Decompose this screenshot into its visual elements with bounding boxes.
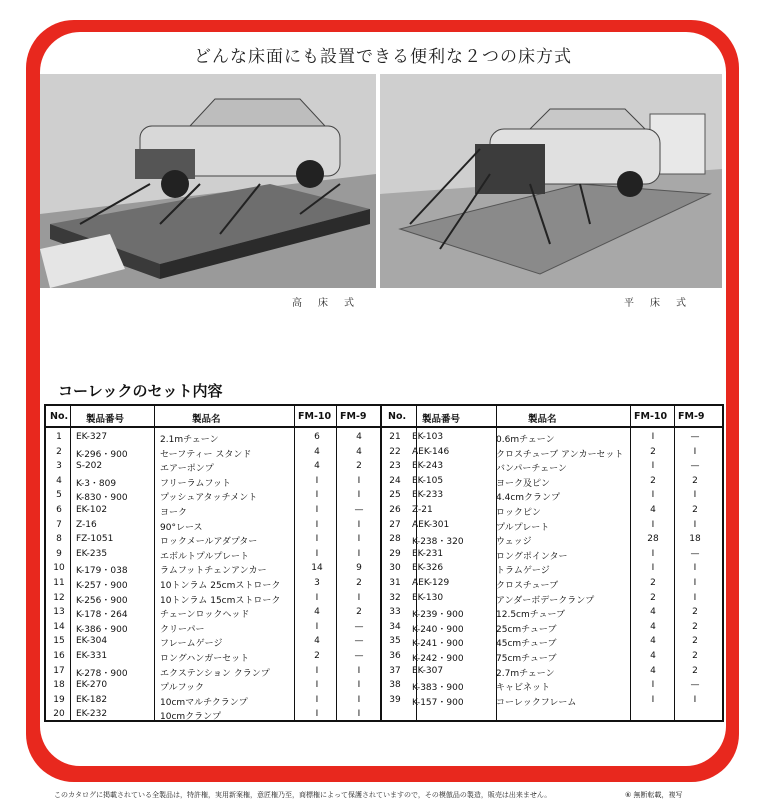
row-part-number: EK-232 xyxy=(76,709,108,720)
row-fm10-qty: 2 xyxy=(650,446,656,457)
row-product-name: ロングポインター xyxy=(496,551,568,562)
row-fm9-qty: 2 xyxy=(692,621,698,632)
row-fm9-qty: 4 xyxy=(356,446,362,457)
table-row xyxy=(382,622,716,636)
row-fm9-qty: I xyxy=(357,519,361,530)
row-no: 20 xyxy=(53,709,65,720)
row-fm9-qty: I xyxy=(357,709,361,720)
row-product-name: 12.5cmチューブ xyxy=(496,610,566,621)
table-row xyxy=(382,461,716,475)
row-fm9-qty: — xyxy=(690,432,700,442)
row-fm10-qty: 4 xyxy=(314,607,320,618)
table-row xyxy=(46,534,380,548)
table-row xyxy=(46,563,380,577)
header-part: 製品番号 xyxy=(86,414,125,425)
row-part-number: K-257・900 xyxy=(76,581,128,591)
row-part-number: Z-16 xyxy=(76,519,97,530)
row-fm9-qty: 2 xyxy=(692,651,698,661)
row-product-name: フレームゲージ xyxy=(160,639,223,650)
row-product-name: プルプレート xyxy=(496,522,550,533)
row-no: 16 xyxy=(53,651,65,661)
row-no: 8 xyxy=(56,534,62,545)
row-fm10-qty: I xyxy=(651,563,655,574)
row-no: 19 xyxy=(53,694,65,705)
row-part-number: EK-182 xyxy=(76,694,108,705)
row-part-number: EK-103 xyxy=(412,432,444,442)
row-no: 22 xyxy=(389,446,401,457)
row-no: 11 xyxy=(53,578,65,588)
row-no: 12 xyxy=(53,592,65,603)
table-row xyxy=(382,476,716,490)
table-row xyxy=(46,490,380,504)
row-part-number: EK-304 xyxy=(76,636,108,647)
row-no: 10 xyxy=(53,563,65,574)
row-part-number: K-830・900 xyxy=(76,493,128,504)
table-row xyxy=(46,578,380,592)
row-part-number: K-157・900 xyxy=(412,697,464,708)
row-fm10-qty: I xyxy=(651,519,655,530)
row-part-number: K-256・900 xyxy=(76,595,128,606)
row-no: 15 xyxy=(53,636,65,647)
table-row xyxy=(46,447,380,461)
row-no: 6 xyxy=(56,505,62,515)
row-part-number: K-278・900 xyxy=(76,668,128,679)
row-no: 34 xyxy=(389,621,401,632)
row-part-number: EK-105 xyxy=(412,475,444,486)
row-fm9-qty: — xyxy=(354,505,364,515)
footer-notice: このカタログに掲載されている全製品は，特許権，実用新案権，意匠権乃至，商標権によって保護されていますので，その模倣品の製造，販売は出来ません。 xyxy=(54,791,552,799)
row-fm10-qty: 2 xyxy=(650,475,656,486)
row-fm9-qty: I xyxy=(693,563,697,574)
row-no: 3 xyxy=(56,461,62,472)
row-fm9-qty: I xyxy=(693,490,697,501)
row-no: 2 xyxy=(56,446,62,457)
row-fm10-qty: I xyxy=(315,475,319,486)
row-fm10-qty: I xyxy=(651,432,655,442)
row-no: 36 xyxy=(389,651,401,661)
row-fm9-qty: I xyxy=(357,490,361,501)
row-fm10-qty: I xyxy=(651,490,655,501)
row-part-number: EK-235 xyxy=(76,548,108,559)
row-product-name: 2.7mチェーン xyxy=(496,668,555,679)
row-fm9-qty: 2 xyxy=(692,607,698,618)
row-fm10-qty: I xyxy=(651,694,655,705)
row-fm9-qty: 2 xyxy=(692,475,698,486)
row-no: 18 xyxy=(53,680,65,691)
table-header xyxy=(46,406,722,428)
row-fm9-qty: I xyxy=(357,475,361,486)
header-fm9-right: FM-9 xyxy=(678,411,705,422)
table-row xyxy=(46,505,380,519)
row-part-number: K-3・809 xyxy=(76,478,117,489)
row-part-number: EK-326 xyxy=(412,563,444,574)
row-product-name: 10cmマルチクランプ xyxy=(160,697,248,708)
table-row xyxy=(46,549,380,563)
row-fm10-qty: I xyxy=(315,490,319,501)
table-row xyxy=(46,476,380,490)
row-fm9-qty: — xyxy=(690,680,700,691)
row-product-name: キャビネット xyxy=(496,683,551,694)
row-product-name: ロックピン xyxy=(496,508,541,518)
row-no: 24 xyxy=(389,475,401,486)
row-no: 25 xyxy=(389,490,401,501)
row-part-number: EK-233 xyxy=(412,490,444,501)
row-fm10-qty: 4 xyxy=(650,651,656,661)
row-product-name: フリーラムフット xyxy=(160,478,231,489)
row-part-number: K-383・900 xyxy=(412,683,464,694)
row-fm9-qty: 18 xyxy=(689,534,701,545)
table-row xyxy=(382,680,716,694)
table-row xyxy=(46,461,380,475)
row-fm10-qty: 4 xyxy=(650,636,656,647)
header-fm9: FM-9 xyxy=(340,411,367,422)
table-row xyxy=(46,607,380,621)
row-product-name: チェーンロックヘッド xyxy=(160,610,250,621)
table-row xyxy=(46,666,380,680)
row-no: 14 xyxy=(53,621,65,632)
table-row xyxy=(382,549,716,563)
row-fm10-qty: 2 xyxy=(650,592,656,603)
row-part-number: EK-102 xyxy=(76,505,108,515)
row-product-name: 10トンラム 25cmストローク xyxy=(160,581,281,591)
row-part-number: K-296・900 xyxy=(76,449,128,460)
row-no: 38 xyxy=(389,680,401,691)
header-name: 製品名 xyxy=(192,414,221,425)
row-part-number: EK-130 xyxy=(412,592,444,603)
row-fm10-qty: 4 xyxy=(314,461,320,472)
parts-table xyxy=(44,404,724,722)
section-title: コーレックのセット内容 xyxy=(58,382,223,400)
row-no: 26 xyxy=(389,505,401,515)
row-product-name: トラムゲージ xyxy=(496,566,550,577)
row-product-name: 10トンラム 15cmストローク xyxy=(160,595,281,606)
table-row xyxy=(382,666,716,680)
row-product-name: プッシュアタッチメント xyxy=(160,493,258,504)
row-no: 37 xyxy=(389,665,401,676)
row-product-name: ヨーク及ピン xyxy=(496,478,551,489)
row-fm10-qty: 4 xyxy=(650,505,656,515)
row-fm9-qty: I xyxy=(693,592,697,603)
row-product-name: 90°レース xyxy=(160,522,203,533)
row-fm9-qty: I xyxy=(693,446,697,457)
row-fm9-qty: I xyxy=(693,519,697,530)
row-fm9-qty: 9 xyxy=(356,563,362,574)
row-fm10-qty: 4 xyxy=(314,636,320,647)
table-row xyxy=(382,490,716,504)
row-fm9-qty: 2 xyxy=(356,461,362,472)
row-fm10-qty: I xyxy=(315,709,319,720)
row-fm9-qty: 4 xyxy=(356,432,362,442)
row-no: 23 xyxy=(389,461,401,472)
row-product-name: セーフティー スタンド xyxy=(160,449,252,460)
row-part-number: EK-307 xyxy=(412,665,444,676)
table-row xyxy=(382,520,716,534)
table-row xyxy=(46,651,380,665)
row-part-number: S-202 xyxy=(76,461,103,472)
row-fm9-qty: I xyxy=(357,680,361,691)
table-row xyxy=(46,432,380,446)
row-part-number: Z-21 xyxy=(412,505,433,515)
row-no: 35 xyxy=(389,636,401,647)
row-no: 29 xyxy=(389,548,401,559)
table-row xyxy=(382,636,716,650)
row-product-name: アンダーボデークランプ xyxy=(496,595,595,606)
row-product-name: プルフック xyxy=(160,683,205,694)
row-part-number: EK-231 xyxy=(412,548,444,559)
row-part-number: AEK-129 xyxy=(412,578,450,588)
row-product-name: 0.6mチェーン xyxy=(496,435,555,445)
row-product-name: ロングハンガーセット xyxy=(160,654,250,664)
row-fm10-qty: I xyxy=(315,680,319,691)
table-row xyxy=(46,709,380,723)
table-row xyxy=(46,680,380,694)
row-part-number: K-179・038 xyxy=(76,566,128,577)
row-no: 27 xyxy=(389,519,401,530)
row-fm9-qty: — xyxy=(354,636,364,647)
header-fm10: FM-10 xyxy=(298,411,332,422)
row-part-number: K-238・320 xyxy=(412,537,464,548)
flat-floor-photo xyxy=(380,74,722,288)
row-product-name: ロックメールアダプター xyxy=(160,537,258,548)
row-product-name: クロスチューブ xyxy=(496,581,559,591)
row-fm9-qty: — xyxy=(690,461,700,472)
row-no: 5 xyxy=(56,490,62,501)
row-fm9-qty: — xyxy=(354,621,364,632)
header-fm10-right: FM-10 xyxy=(634,411,668,422)
row-fm10-qty: 28 xyxy=(647,534,659,545)
header-no-right: No. xyxy=(388,411,407,422)
row-product-name: ヨーク xyxy=(160,508,188,518)
row-fm10-qty: I xyxy=(315,548,319,559)
row-part-number: EK-327 xyxy=(76,432,108,442)
row-product-name: バンパーチェーン xyxy=(496,464,567,475)
row-no: 31 xyxy=(389,578,401,588)
row-fm10-qty: I xyxy=(315,621,319,632)
header-name-right: 製品名 xyxy=(528,414,557,425)
row-part-number: EK-243 xyxy=(412,461,444,472)
row-fm9-qty: I xyxy=(357,592,361,603)
row-product-name: コーレックフレーム xyxy=(496,697,577,708)
table-row xyxy=(382,607,716,621)
row-part-number: AEK-146 xyxy=(412,446,450,457)
table-row xyxy=(382,432,716,446)
row-product-name: エボルトプルプレート xyxy=(160,551,250,562)
row-fm10-qty: I xyxy=(651,680,655,691)
row-part-number: FZ-1051 xyxy=(76,534,114,545)
row-product-name: 45cmチューブ xyxy=(496,639,557,650)
header-part-right: 製品番号 xyxy=(422,414,461,425)
row-part-number: K-241・900 xyxy=(412,639,464,650)
row-product-name: クリーパー xyxy=(160,624,205,635)
row-part-number: K-178・264 xyxy=(76,610,128,621)
row-part-number: K-240・900 xyxy=(412,624,464,635)
row-product-name: ウェッジ xyxy=(496,537,532,548)
catalog-page xyxy=(40,32,726,766)
table-row xyxy=(46,520,380,534)
row-part-number: K-242・900 xyxy=(412,654,464,664)
row-fm10-qty: 4 xyxy=(314,446,320,457)
row-no: 17 xyxy=(53,665,65,676)
row-no: 28 xyxy=(389,534,401,545)
table-row xyxy=(382,651,716,665)
flat-floor-caption: 平床式 xyxy=(624,298,702,309)
table-row xyxy=(382,505,716,519)
row-fm9-qty: I xyxy=(357,534,361,545)
table-row xyxy=(382,578,716,592)
row-part-number: EK-331 xyxy=(76,651,108,661)
row-fm9-qty: 2 xyxy=(356,578,362,588)
table-row xyxy=(46,636,380,650)
headline: どんな床面にも設置できる便利な２つの床方式 xyxy=(194,47,572,67)
row-fm9-qty: I xyxy=(693,578,697,588)
row-no: 33 xyxy=(389,607,401,618)
table-row xyxy=(382,695,716,709)
row-fm10-qty: 14 xyxy=(311,563,323,574)
row-no: 7 xyxy=(56,519,62,530)
row-fm9-qty: 2 xyxy=(692,505,698,515)
row-fm10-qty: 3 xyxy=(314,578,320,588)
row-product-name: エクステンション クランプ xyxy=(160,668,270,679)
row-product-name: クロスチューブ アンカーセット xyxy=(496,449,624,460)
footer-copyright: ⑥ 無断転載，複写 xyxy=(625,791,683,799)
row-fm9-qty: I xyxy=(693,694,697,705)
row-fm10-qty: I xyxy=(315,519,319,530)
row-fm10-qty: 4 xyxy=(650,665,656,676)
row-no: 32 xyxy=(389,592,401,603)
row-no: 39 xyxy=(389,694,401,705)
table-row xyxy=(46,622,380,636)
row-part-number: K-386・900 xyxy=(76,624,128,635)
row-product-name: エアーポンプ xyxy=(160,464,214,475)
row-fm10-qty: 6 xyxy=(314,432,320,442)
row-fm9-qty: 2 xyxy=(692,636,698,647)
row-fm10-qty: 4 xyxy=(650,621,656,632)
row-product-name: 75cmチューブ xyxy=(496,654,557,664)
row-fm10-qty: I xyxy=(651,461,655,472)
row-part-number: AEK-301 xyxy=(412,519,450,530)
row-fm10-qty: I xyxy=(315,534,319,545)
row-fm10-qty: 2 xyxy=(314,651,320,661)
row-fm10-qty: I xyxy=(315,505,319,515)
table-row xyxy=(382,534,716,548)
row-fm9-qty: I xyxy=(357,548,361,559)
table-row xyxy=(382,447,716,461)
table-row xyxy=(382,593,716,607)
row-fm10-qty: I xyxy=(315,592,319,603)
row-no: 21 xyxy=(389,432,401,442)
row-fm10-qty: I xyxy=(651,548,655,559)
row-part-number: K-239・900 xyxy=(412,610,464,621)
row-fm9-qty: I xyxy=(357,694,361,705)
row-no: 13 xyxy=(53,607,65,618)
table-row xyxy=(46,695,380,709)
row-fm9-qty: — xyxy=(354,651,364,661)
row-fm9-qty: I xyxy=(357,665,361,676)
row-fm10-qty: I xyxy=(315,665,319,676)
row-fm9-qty: 2 xyxy=(692,665,698,676)
row-no: 1 xyxy=(56,432,62,442)
row-no: 4 xyxy=(56,475,62,486)
header-no: No. xyxy=(50,411,69,422)
table-row xyxy=(46,593,380,607)
row-product-name: 10cmクランプ xyxy=(160,712,222,723)
row-part-number: EK-270 xyxy=(76,680,108,691)
table-row xyxy=(382,563,716,577)
row-product-name: ラムフットチェンアンカー xyxy=(160,566,267,577)
row-fm10-qty: 2 xyxy=(650,578,656,588)
row-no: 30 xyxy=(389,563,401,574)
row-product-name: 2.1mチェーン xyxy=(160,435,219,445)
row-fm9-qty: 2 xyxy=(356,607,362,618)
row-fm9-qty: — xyxy=(690,548,700,559)
row-product-name: 4.4cmクランプ xyxy=(496,493,561,504)
row-product-name: 25cmチューブ xyxy=(496,624,557,635)
high-floor-photo xyxy=(40,74,376,288)
high-floor-caption: 高床式 xyxy=(292,298,370,309)
row-no: 9 xyxy=(56,548,62,559)
row-fm10-qty: 4 xyxy=(650,607,656,618)
row-fm10-qty: I xyxy=(315,694,319,705)
